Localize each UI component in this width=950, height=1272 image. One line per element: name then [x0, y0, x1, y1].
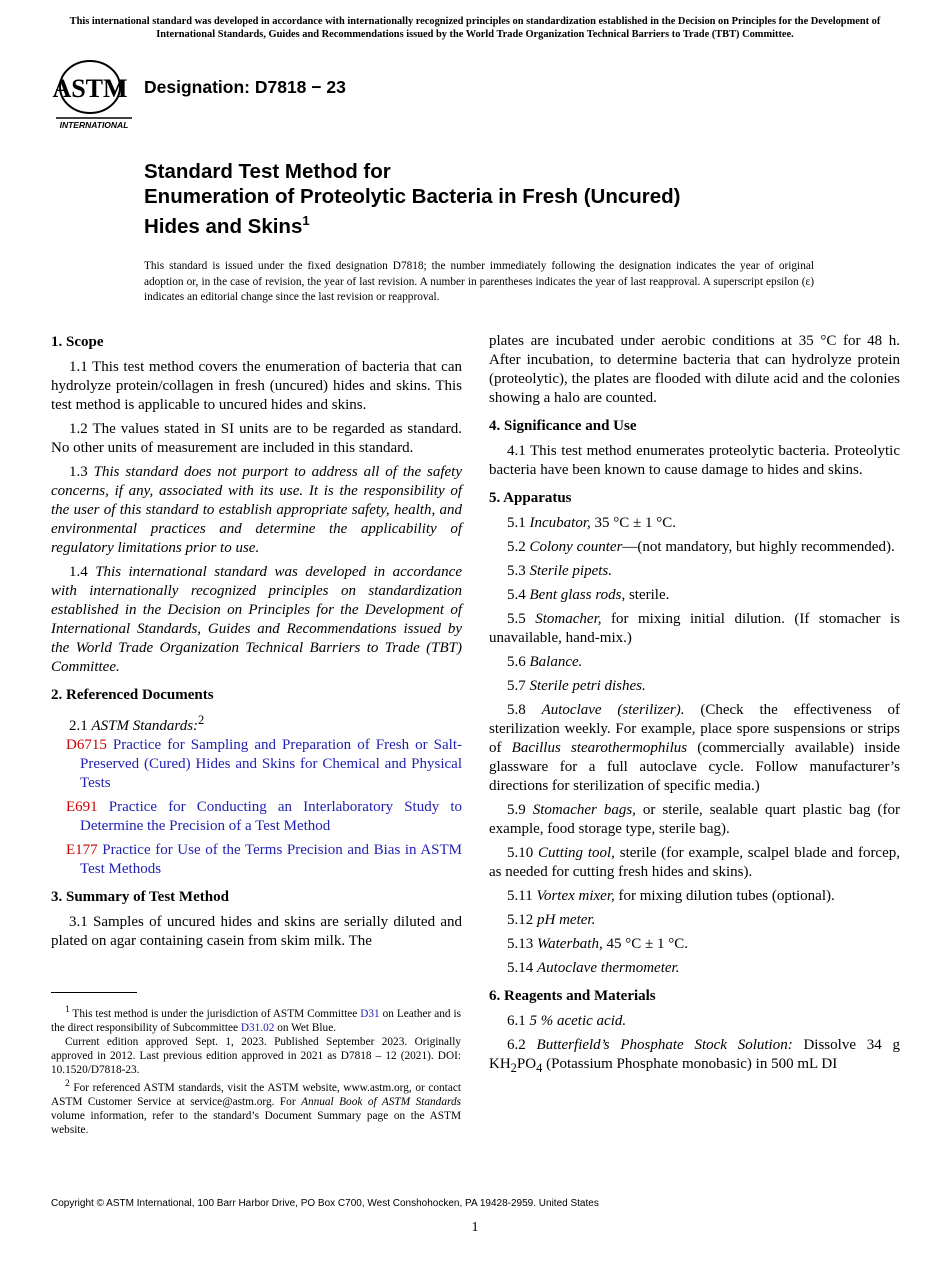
apparatus-5-1: 5.1 Incubator, 35 °C ± 1 °C. — [507, 515, 676, 531]
section-5-heading: 5. Apparatus — [489, 490, 572, 506]
footnote-1: $^1$ This test method is under the jurisdiction of ASTM Committee D31 on Leather and is the direct responsibility of Subcommittee D31.02 on Wet Blue. — [51, 1005, 461, 1034]
document-title — [144, 160, 864, 239]
apparatus-5-12: 5.12 pH meter. — [507, 912, 596, 928]
apparatus-5-14: 5.14 Autoclave thermometer. — [507, 960, 680, 976]
ref-e691-link[interactable]: E691 Practice for Conducting an Interlaboratory Study to Determine the Precision of a Test Method — [66, 799, 462, 834]
apparatus-5-4: 5.4 Bent glass rods, sterile. — [507, 587, 670, 603]
ref-e177-link[interactable]: E177 Practice for Use of the Terms Precision and Bias in ASTM Test Methods — [66, 842, 463, 877]
title-line-2: Enumeration of Proteolytic Bacteria in Fresh (Uncured) — [144, 184, 681, 208]
para-3-1-continued: plates are incubated under aerobic conditions at 35 °C for 48 h. After incubation, to determine bacteria that can hydrolyze protein (proteolytic), the plates are flooded with dilute acid and the colonies showing a halo are counted. — [489, 333, 900, 406]
apparatus-5-2: 5.2 Colony counter—(not mandatory, but highly recommended). — [507, 539, 895, 555]
apparatus-5-3: 5.3 Sterile pipets. — [507, 563, 612, 579]
logo-word: INTERNATIONAL — [59, 120, 129, 130]
left-column — [51, 333, 462, 956]
para-1-3: 1.3 This standard does not purport to address all of the safety concerns, if any, associated with its use. It is the responsibility of the user of this standard to establish appropriate safety, health, and environmental practices and determine the applicability of regulatory limitations prior to use. — [51, 464, 463, 556]
section-6-heading: 6. Reagents and Materials — [489, 988, 656, 1004]
apparatus-5-13: 5.13 Waterbath, 45 °C ± 1 °C. — [507, 936, 688, 952]
international-standard-note: This international standard was developed in accordance with internationally recognized principles on standardization established in the Decision on Principles for the Development of International Standards, Guides and Recommendations issued by the World Trade Organization Technical Barriers to Trade (TBT) Committee. — [69, 16, 881, 40]
apparatus-5-7: 5.7 Sterile petri dishes. — [507, 678, 646, 694]
para-2-1: 2.1 ASTM Standards:$^2$ — [69, 713, 205, 734]
logo-letters: ASTM — [52, 74, 128, 103]
astm-logo-icon — [52, 57, 136, 133]
ref-d6715-link[interactable]: D6715 Practice for Sampling and Preparation of Fresh or Salt-Preserved (Cured) Hides and Skins for Chemical and Physical Tests — [66, 737, 462, 791]
para-1-1: 1.1 This test method covers the enumeration of bacteria that can hydrolyze protein/collagen in fresh (uncured) hides and skins. This test method is applicable to uncured hides and skins. — [51, 359, 462, 413]
title-footnote-ref[interactable]: 1 — [302, 213, 310, 228]
apparatus-5-10: 5.10 Cutting tool, sterile (for example, scalpel blade and forcep, as needed for cutting fresh hides and skins). — [489, 845, 901, 880]
footnote-2: $^2$ For referenced ASTM standards, visit the ASTM website, www.astm.org, or contact ASTM Customer Service at service@astm.org. For Annual Book of ASTM Standards volume information, refer to the standard’s Document Summary page on the ASTM website. — [51, 1078, 461, 1136]
designation: Designation: D7818 − 23 — [144, 77, 346, 97]
apparatus-5-6: 5.6 Balance. — [507, 654, 583, 670]
apparatus-5-9: 5.9 Stomacher bags, or sterile, sealable quart plastic bag (for example, food storage type, sterile bag). — [489, 802, 900, 837]
footnotes — [51, 1003, 461, 1137]
para-1-4: 1.4 This international standard was developed in accordance with internationally recognized principles on standardization established in the Decision on Principles for the Development of International Standards, Guides and Recommendations issued by the World Trade Organization Technical Barriers to Trade (TBT) Committee. — [51, 564, 462, 675]
section-1-heading: 1. Scope — [51, 334, 104, 350]
para-4-1: 4.1 This test method enumerates proteolytic bacteria. Proteolytic bacteria have been known to cause damage to hides and skins. — [489, 443, 900, 478]
para-3-1-start: 3.1 Samples of uncured hides and skins are serially diluted and plated on agar containing casein from skim milk. The — [51, 914, 462, 949]
para-1-2: 1.2 The values stated in SI units are to be regarded as standard. No other units of measurement are included in this standard. — [51, 421, 462, 456]
title-line-1: Standard Test Method for — [144, 160, 391, 183]
right-column — [489, 332, 900, 1083]
subcommittee-d31-02-link[interactable]: D31.02 — [240, 1021, 275, 1034]
footnote-1-edition: Current edition approved Sept. 1, 2023. Published September 2023. Originally approved in 2012. Last previous edition approved in 2021 as D7818 – 12 (2021). DOI: 10.1520/D7818-23. — [51, 1035, 461, 1076]
footnote-rule — [51, 992, 137, 993]
issuance-statement: This standard is issued under the fixed designation D7818; the number immediately following the designation indicates the year of original adoption or, in the case of revision, the year of last revision. A number in parentheses indicates the year of last reapproval. A superscript epsilon (ε) indicates an editorial change since the last revision or reapproval. — [144, 260, 814, 303]
section-2-heading: 2. Referenced Documents — [51, 687, 214, 703]
para-6-1: 6.1 5 % acetic acid. — [507, 1013, 627, 1029]
apparatus-5-11: 5.11 Vortex mixer, for mixing dilution tubes (optional). — [507, 888, 835, 904]
section-3-heading: 3. Summary of Test Method — [51, 889, 229, 905]
section-4-heading: 4. Significance and Use — [489, 418, 637, 434]
committee-d31-link[interactable]: D31 — [360, 1007, 380, 1020]
apparatus-5-8: 5.8 Autoclave (sterilizer). (Check the effectiveness of sterilization weekly. For example, place spore suspensions or strips of Bacillus stearothermophilus (commercially available) inside glassware for a full autoclave cycle. Follow manufacturer’s directions for sterilization of specific media.) — [489, 702, 901, 794]
copyright-notice: Copyright © ASTM International, 100 Barr Harbor Drive, PO Box C700, West Conshohocken, PA 19428-2959. United States — [51, 1198, 599, 1209]
para-6-2: 6.2 Butterfield’s Phosphate Stock Solution: Dissolve 34 g $KH_2PO_4$ (Potassium Phosphate monobasic) in 500 mL DI — [489, 1037, 901, 1075]
title-line-3: Hides and Skins — [144, 214, 303, 238]
apparatus-5-5: 5.5 Stomacher, for mixing initial dilution. (If stomacher is unavailable, hand-mix.) — [489, 611, 900, 646]
page-number: 1 — [471, 1220, 479, 1235]
